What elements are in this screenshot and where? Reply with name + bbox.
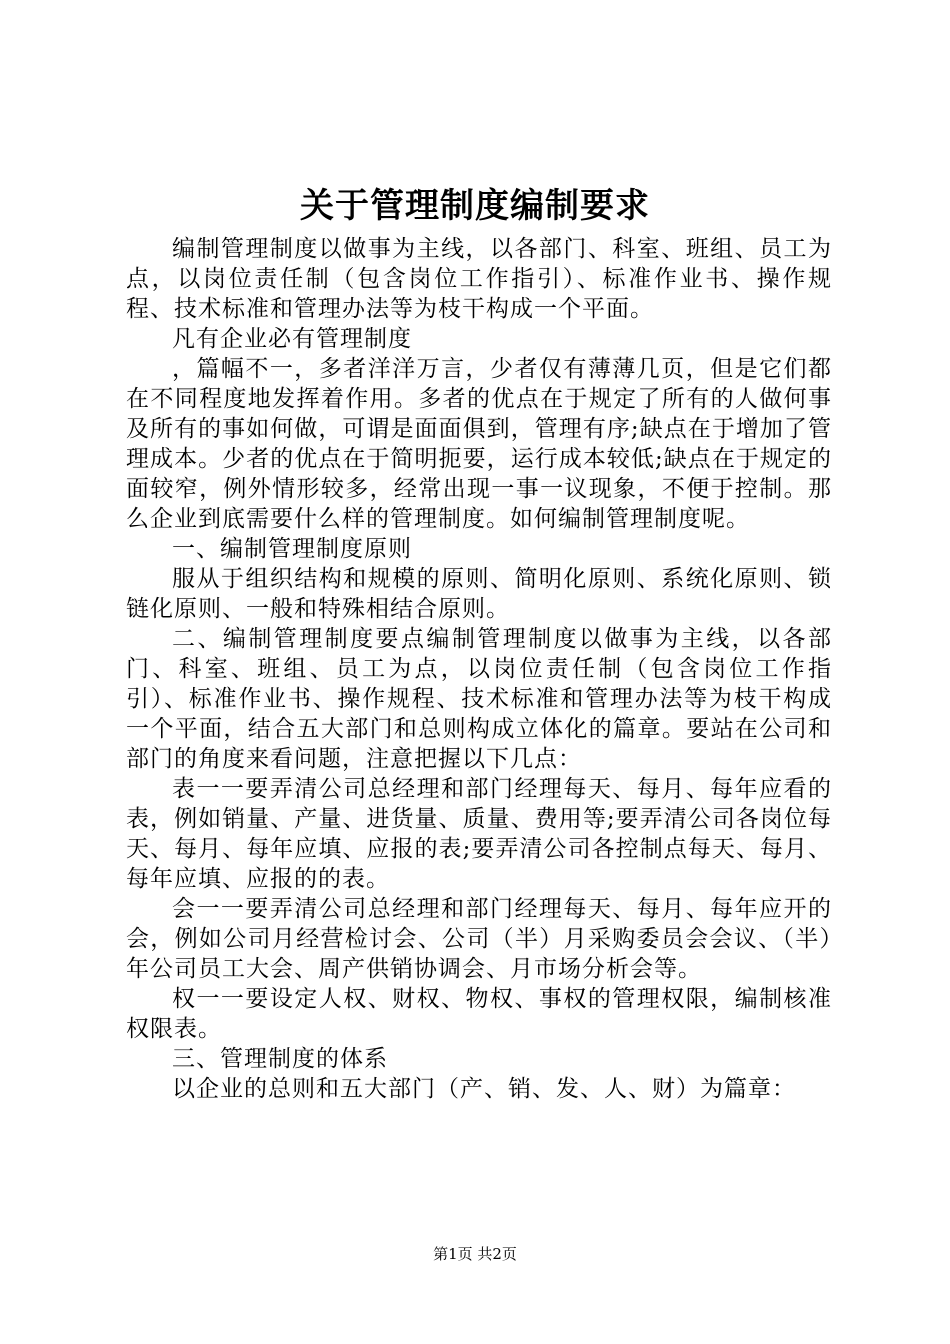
paragraph: 凡有企业必有管理制度 xyxy=(172,326,412,352)
page-number-footer: 第1页 共2页 xyxy=(433,1245,517,1263)
section-heading: 一、编制管理制度原则 xyxy=(172,536,412,562)
document-title: 关于管理制度编制要求 xyxy=(300,186,650,226)
paragraph: 权一一要设定人权、财权、物权、事权的管理权限，编制核准权限表。 xyxy=(126,986,832,1042)
paragraph: 会一一要弄清公司总经理和部门经理每天、每月、每年应开的会，例如公司月经营检讨会、公司（半）月采购委员会会议、（半）年公司员工大会、周产供销协调会、月市场分析会等。 xyxy=(126,896,832,982)
paragraph: ，篇幅不一，多者洋洋万言，少者仅有薄薄几页，但是它们都在不同程度地发挥着作用。多者的优点在于规定了所有的人做何事及所有的事如何做，可谓是面面俱到，管理有序;缺点在于增加了管理成本。少者的优点在于简明扼要，运行成本较低;缺点在于规定的面较窄，例外情形较多，经常出现一事一议现象，不便于控制。那么企业到底需要什么样的管理制度。如何编制管理制度呢。 xyxy=(126,356,832,532)
paragraph: 服从于组织结构和规模的原则、简明化原则、系统化原则、锁链化原则、一般和特殊相结合原则。 xyxy=(126,566,832,622)
document-body xyxy=(126,234,832,1104)
paragraph: 表一一要弄清公司总经理和部门经理每天、每月、每年应看的表，例如销量、产量、进货量、质量、费用等;要弄清公司各岗位每天、每月、每年应填、应报的表;要弄清公司各控制点每天、每月、每年应填、应报的的表。 xyxy=(126,776,832,892)
paragraph: 二、编制管理制度要点编制管理制度以做事为主线，以各部门、科室、班组、员工为点，以岗位责任制（包含岗位工作指引）、标准作业书、操作规程、技术标准和管理办法等为枝干构成一个平面，结合五大部门和总则构成立体化的篇章。要站在公司和部门的角度来看问题，注意把握以下几点： xyxy=(126,626,832,772)
paragraph: 编制管理制度以做事为主线，以各部门、科室、班组、员工为点，以岗位责任制（包含岗位工作指引）、标准作业书、操作规程、技术标准和管理办法等为枝干构成一个平面。 xyxy=(126,236,832,322)
section-heading: 三、管理制度的体系 xyxy=(172,1046,388,1072)
paragraph: 以企业的总则和五大部门（产、销、发、人、财）为篇章： xyxy=(172,1076,796,1102)
